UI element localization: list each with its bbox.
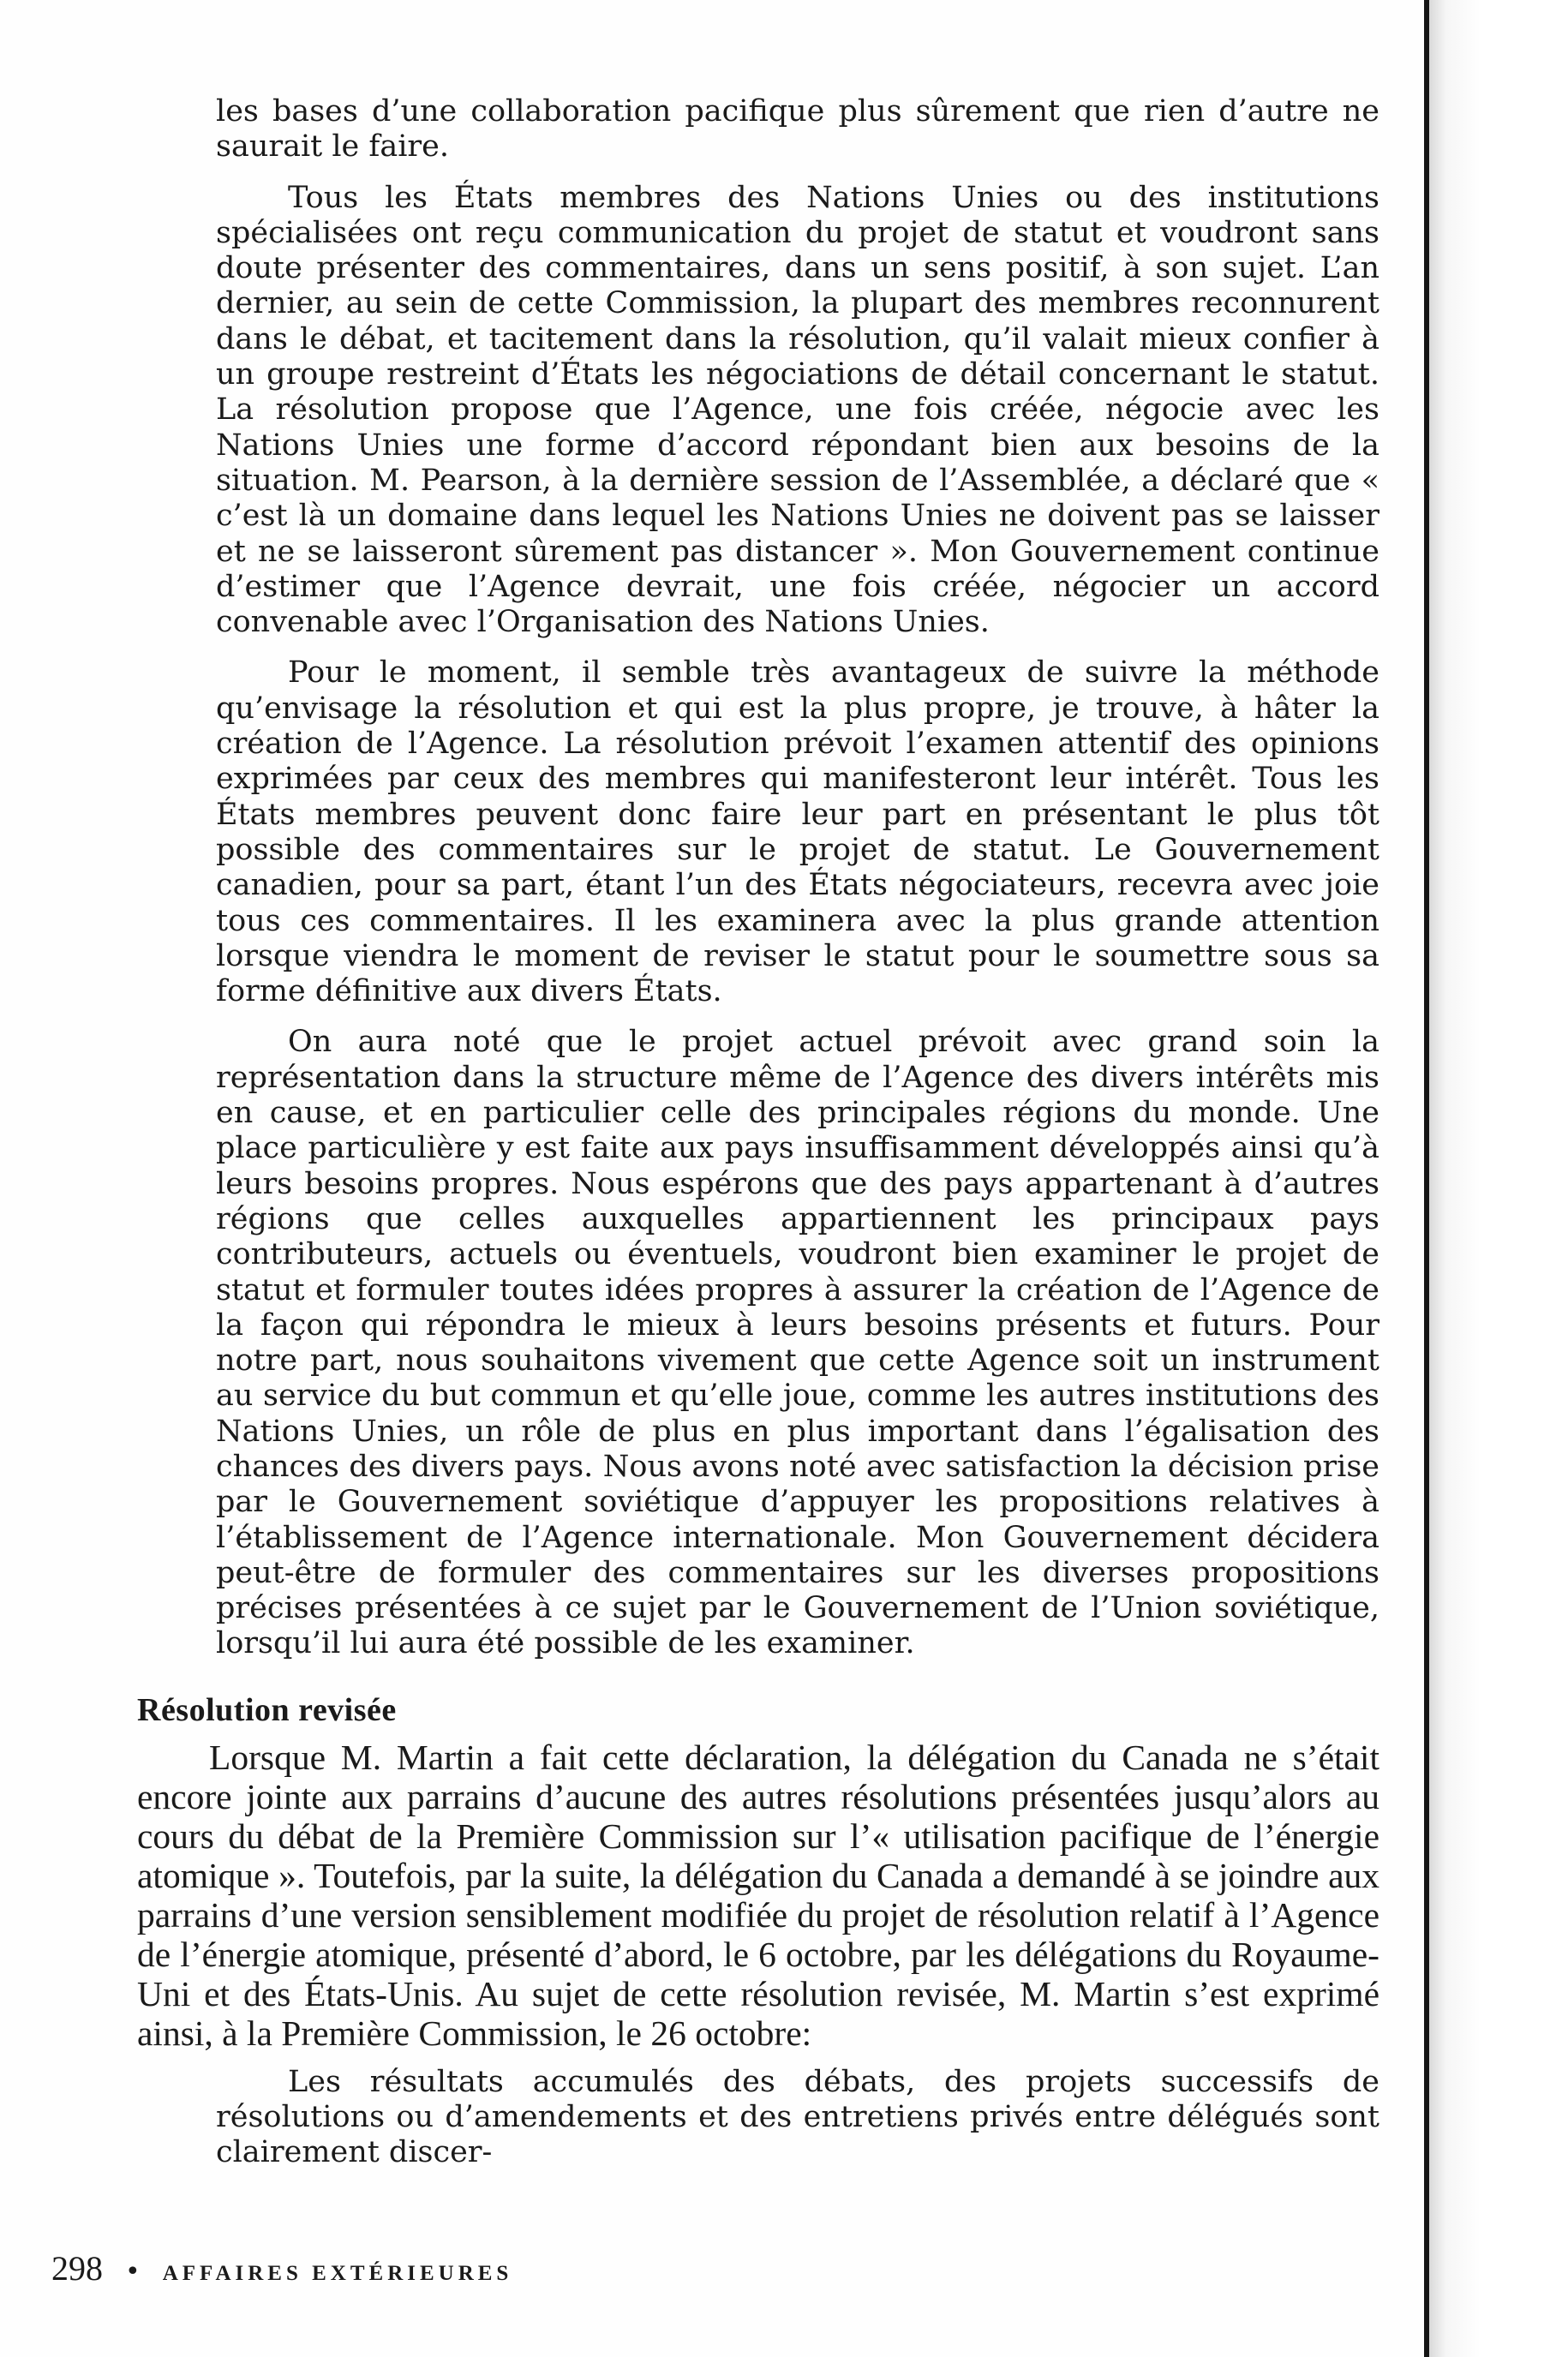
paragraph-3: Pour le moment, il semble très avantageux de suivre la méthode qu’envisage la résolution et qui est la plus propre, je trouve, à hâter la création de l’Agence. La résolution prévoit l’examen attentif des opinions exprimées par ceux des membres qui manifesteront leur intérêt. Tous les États membres peuvent donc faire leur part en présentant le plus tôt possible des commentaires sur le projet de statut. Le Gouvernement canadien, pour sa part, étant l’un des États négociateurs, recevra avec joie tous ces commentaires. Il les examinera avec la plus grande attention lorsque viendra le moment de reviser le statut pour le soumettre sous sa forme définitive aux divers États.	[216, 655, 1379, 1009]
paragraph-4: On aura noté que le projet actuel prévoit avec grand soin la représentation dans la structure même de l’Agence des divers intérêts mis en cause, et en particulier celle des principales régions du monde. Une place particulière y est faite aux pays insuffisamment développés ainsi qu’à leurs besoins propres. Nous espérons que des pays appartenant à d’autres régions que celles auxquelles appartiennent les principaux pays contributeurs, actuels ou éventuels, voudront bien examiner le projet de statut et formuler toutes idées propres à assurer la création de l’Agence de la façon qui répondra le mieux à leurs besoins présents et futurs. Pour notre part, nous souhaitons vivement que cette Agence soit un instrument au service du but commun et qu’elle joue, comme les autres institutions des Nations Unies, un rôle de plus en plus important dans l’égalisation des chances des divers pays. Nous avons noté avec satisfaction la décision prise par le Gouvernement soviétique d’appuyer les propositions relatives à l’établissement de l’Agence internationale. Mon Gouvernement décidera peut-être de formuler des commentaires sur les diverses propositions précises présentées à ce sujet par le Gouvernement de l’Union soviétique, lorsqu’il lui aura été possible de les examiner.	[216, 1025, 1379, 1661]
paragraph-2: Tous les États membres des Nations Unies ou des institutions spécialisées ont reçu communication du projet de statut et voudront sans doute présenter des commentaires, dans un sens positif, à son sujet. L’an dernier, au sein de cette Commission, la plupart des membres reconnurent dans le débat, et tacitement dans la résolution, qu’il valait mieux confier à un groupe restreint d’États les négociations de détail concernant le statut. La résolution propose que l’Agence, une fois créée, négocie avec les Nations Unies une forme d’accord répondant bien aux besoins de la situation. M. Pearson, à la dernière session de l’Assemblée, a déclaré que « c’est là un domaine dans lequel les Nations Unies ne doivent pas se laisser et ne se laisseront sûrement pas distancer ». Mon Gouvernement continue d’estimer que l’Agence devrait, une fois créée, négocier un accord convenable avec l’Organisation des Nations Unies.	[216, 180, 1379, 640]
page-content	[137, 94, 1379, 2171]
binding-shadow	[1429, 0, 1568, 2357]
closing-quote-text: Les résultats accumulés des débats, des projets successifs de résolutions ou d’amendements et des entretiens privés entre délégués sont clairement discer-	[216, 2064, 1379, 2170]
closing-quote	[216, 2065, 1379, 2171]
running-title: AFFAIRES EXTÉRIEURES	[162, 2262, 513, 2285]
paragraph-1: les bases d’une collaboration pacifique plus sûrement que rien d’autre ne saurait le faire.	[216, 94, 1379, 165]
quoted-statement	[216, 94, 1379, 1662]
section-heading: Résolution revisée	[137, 1691, 397, 1728]
page-number: 298	[51, 2249, 103, 2288]
body-paragraph: Lorsque M. Martin a fait cette déclaration, la délégation du Canada ne s’était encore jointe aux parrains d’aucune des autres résolutions présentées jusqu’alors au cours du débat de la Première Commission sur l’« utilisation pacifique de l’énergie atomique ». Toutefois, par la suite, la délégation du Canada a demandé à se joindre aux parrains d’une version sensiblement modifiée du projet de résolution relatif à l’Agence de l’énergie atomique, présenté d’abord, le 6 octobre, par les délégations du Royaume-Uni et des États-Unis. Au sujet de cette résolution revisée, M. Martin s’est exprimé ainsi, à la Première Commission, le 26 octobre:	[137, 1737, 1379, 2053]
footer-bullet: •	[125, 2257, 141, 2287]
page-footer	[51, 2248, 512, 2288]
